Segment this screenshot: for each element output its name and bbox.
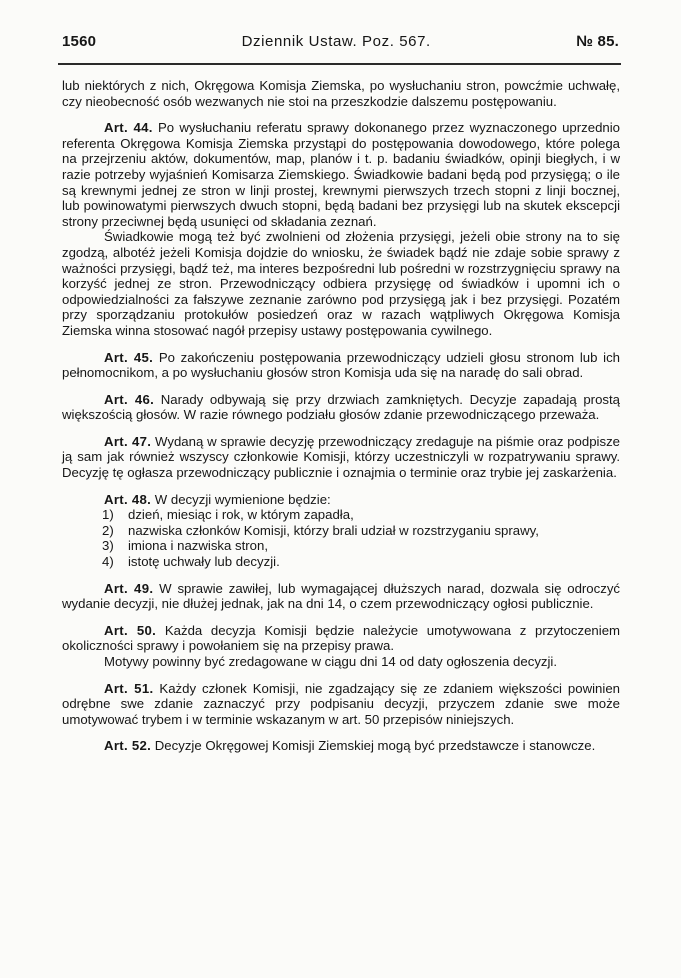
article-text: Każdy członek Komisji, nie zgadzający się ze zdaniem większości powinien odrębne swe zdanie zaznaczyć przy podpisaniu decyzji, przyczem zdanie swe może umotywować trybem i w terminie wskazanym w art. 50 przepisów niniejszych. (62, 680, 620, 727)
list-item (62, 538, 620, 554)
article-47 (62, 434, 620, 481)
list-item-number: 4) (102, 554, 114, 570)
article-text: W decyzji wymienione będzie: (154, 491, 331, 507)
list-item-text: nazwiska członków Komisji, którzy brali udział w rozstrzyganiu sprawy, (128, 522, 539, 538)
article-50-paragraph-2: Motywy powinny być zredagowane w ciągu dni 14 od daty ogłoszenia decyzji. (104, 654, 558, 669)
issue-number: № 85. (576, 33, 619, 50)
list-item-number: 3) (102, 538, 114, 554)
article-text: W sprawie zawiłej, lub wymagającej dłuższych narad, dozwala się odroczyć wydanie decyzji, nie dłużej jednak, jak na dni 14, o czem przewodniczący ogłosi publicznie. (62, 580, 621, 612)
list-item-text: dzień, miesiąc i rok, w którym zapadła, (128, 507, 354, 523)
list-item-text: istotę uchwały lub decyzji. (128, 554, 280, 570)
article-text: Narady odbywają się przy drzwiach zamkniętych. Decyzje zapadają prostą większością głosów. W razie równego podziału głosów zdanie przewodniczącego przeważa. (62, 391, 620, 423)
list-item (62, 554, 620, 570)
article-51 (62, 681, 620, 728)
article-50 (62, 623, 620, 654)
article-label: Art. 50. (104, 622, 157, 638)
list-item (62, 523, 620, 539)
article-44 (62, 120, 620, 229)
document-body (62, 78, 620, 754)
header-rule (58, 63, 621, 65)
list-item-text: imiona i nazwiska stron, (128, 538, 268, 554)
journal-title: Dziennik Ustaw. Poz. 567. (241, 33, 431, 50)
article-45 (62, 350, 620, 381)
article-label: Art. 51. (104, 680, 154, 696)
article-44-paragraph-2: Świadkowie mogą też być zwolnieni od złożenia przysięgi, jeżeli obie strony na to się zgodzą, albotéż jeżeli Komisja dojdzie do wniosku, że świadek bądź nie zdaje sobie sprawy z ważności przysięgi, bądź też, ma interes bezpośredni lub pośredni w rozstrzygnięciu sprawy na korzyść jednej ze stron. Przewodniczący odbiera przysięgę od świadków i upomni ich o odpowiedzialności za fałszywe zeznanie zarówno pod przysięgą jak i bez przysięgi. Pozatém przy sporządzaniu protokułów posiedzeń oraz w razach wątpliwych Okręgowa Komisja Ziemska winna stosować nagół przepisy ustawy postępowania cywilnego. (62, 229, 620, 338)
paragraph-continuation: lub niektórych z nich, Okręgowa Komisja Ziemska, po wysłuchaniu stron, powcźmie uchwałę, czy nieobecność osób wezwanych nie stoi na przeszkodzie dalszemu postępowaniu. (62, 78, 620, 109)
article-label: Art. 46. (104, 391, 155, 407)
article-48-list (62, 507, 620, 569)
article-label: Art. 48. (104, 491, 152, 507)
list-item (62, 507, 620, 523)
article-label: Art. 47. (104, 433, 152, 449)
article-text: Wydaną w sprawie decyzję przewodniczący zredaguje na piśmie oraz podpisze ją sam jak również wszyscy członkowie Komisji, którzy uczestniczyli w rozpatrywaniu sprawy. Decyzję tę ogłasza przewodniczący publicznie i oznajmia o terminie oraz trybie jej zaskarżenia. (62, 433, 621, 481)
list-item-number: 1) (102, 507, 114, 523)
article-48 (62, 492, 620, 508)
page-header (62, 33, 619, 50)
article-label: Art. 45. (104, 349, 154, 365)
article-text: Każda decyzja Komisji będzie należycie umotywowana z przytoczeniem okoliczności sprawy i powołaniem się na przepisy prawa. (62, 622, 621, 654)
page-number: 1560 (62, 33, 97, 50)
article-49 (62, 581, 620, 612)
article-label: Art. 49. (104, 580, 154, 596)
article-text: Decyzje Okręgowej Komisji Ziemskiej mogą być przedstawcze i stanowcze. (154, 738, 596, 754)
article-label: Art. 44. (104, 120, 153, 136)
article-text: Po zakończeniu postępowania przewodniczący udzieli głosu stronom lub ich pełnomocnikom, a po wysłuchaniu głosów stron Komisja uda się na naradę do sali obrad. (62, 349, 621, 381)
article-text: Po wysłuchaniu referatu sprawy dokonanego przez wyznaczonego uprzednio referenta Okręgowa Komisja Ziemska przystąpi do postępowania dowodowego, które polega na przejrzeniu aktów, dokumentów, map, planów i t. p. badaniu świadków, opinji biegłych, i w razie potrzeby wyjaśnień Komisarza Ziemskiego. Świadkowie badani będą pod przysięgą; o ile są krewnymi jednej ze stron w linji prostej, krewnymi pierwszych trzech stopni z linji bocznej, lub powinowatymi pierwszych dwuch stopni, będą badani bez przysięgi lub na skutek ekscepcji strony przeciwnej będą usunięci od składania zeznań. (62, 120, 621, 229)
article-52 (62, 738, 620, 754)
article-label: Art. 52. (104, 738, 152, 754)
article-46 (62, 392, 620, 423)
list-item-number: 2) (102, 522, 114, 538)
